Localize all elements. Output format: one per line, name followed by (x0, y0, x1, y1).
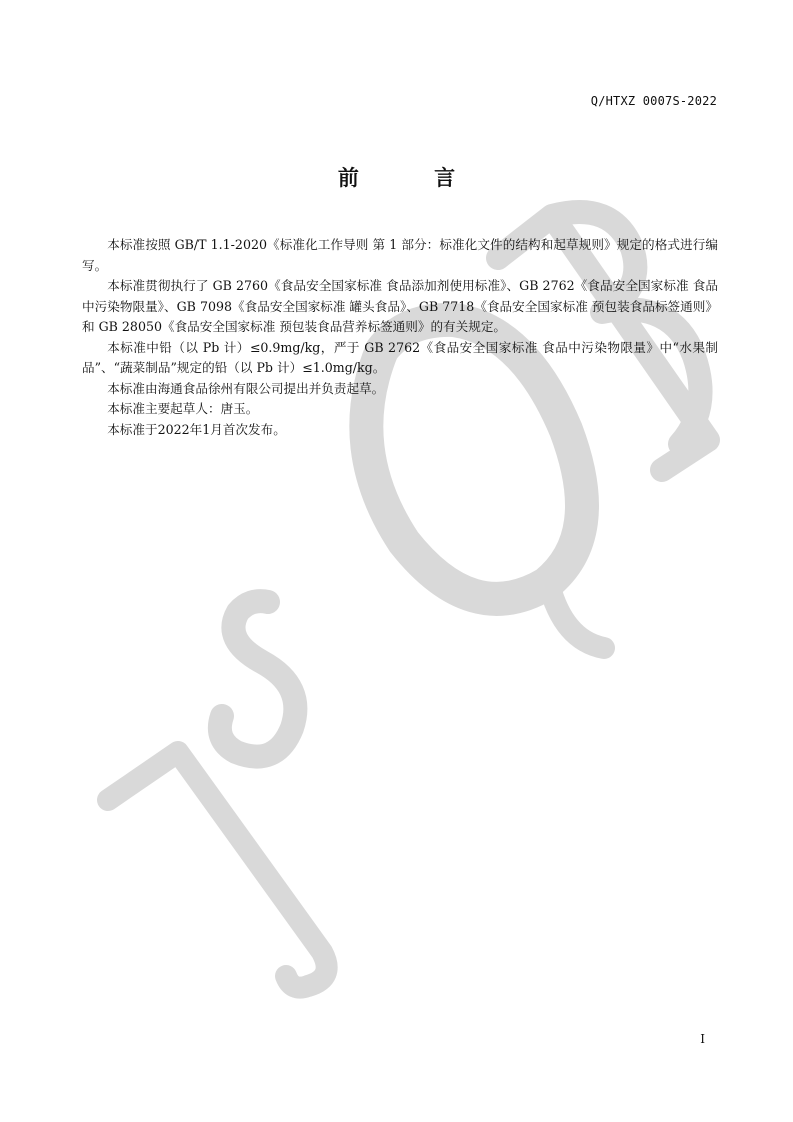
page-title: 前 言 (337, 166, 490, 190)
paragraph-proposer: 本标准由海通食品徐州有限公司提出并负责起草。 (107, 380, 385, 396)
paragraph-release-date: 本标准于2022年1月首次发布。 (107, 421, 286, 437)
paragraph-referenced-standards: 本标准贯彻执行了 GB 2760《食品安全国家标准 食品添加剂使用标准》、GB 2762《食品安全国家标准 食品中污染物限量》、GB 7098《食品安全国家标准 罐头食品》、GB 7718《食品安全国家标准 预包装食品标签通则》和 GB 28050《食品安全国家标准 预包装食品营养标签通则》的有关规定。 (82, 278, 718, 334)
paragraph-drafter: 本标准主要起草人：唐玉。 (107, 401, 259, 416)
watermark-letter-s (220, 601, 296, 756)
foreword-body (82, 235, 718, 440)
standard-code: Q/HTXZ 0007S-2022 (590, 94, 717, 108)
watermark-letter-q-tail (548, 580, 604, 648)
paragraph-drafting-rules: 本标准按照 GB/T 1.1-2020《标准化工作导则 第 1 部分：标准化文件的结构和起草规则》规定的格式进行编写。 (82, 237, 718, 273)
page-number: I (700, 1032, 705, 1046)
paragraph-lead-limit: 本标准中铅（以 Pb 计）≤0.9mg/kg，严于 GB 2762《食品安全国家标准 食品中污染物限量》中“水果制品”、“蔬菜制品”规定的铅（以 Pb 计）≤1.0mg/kg。 (82, 339, 718, 375)
watermark-letter-j (108, 752, 327, 988)
